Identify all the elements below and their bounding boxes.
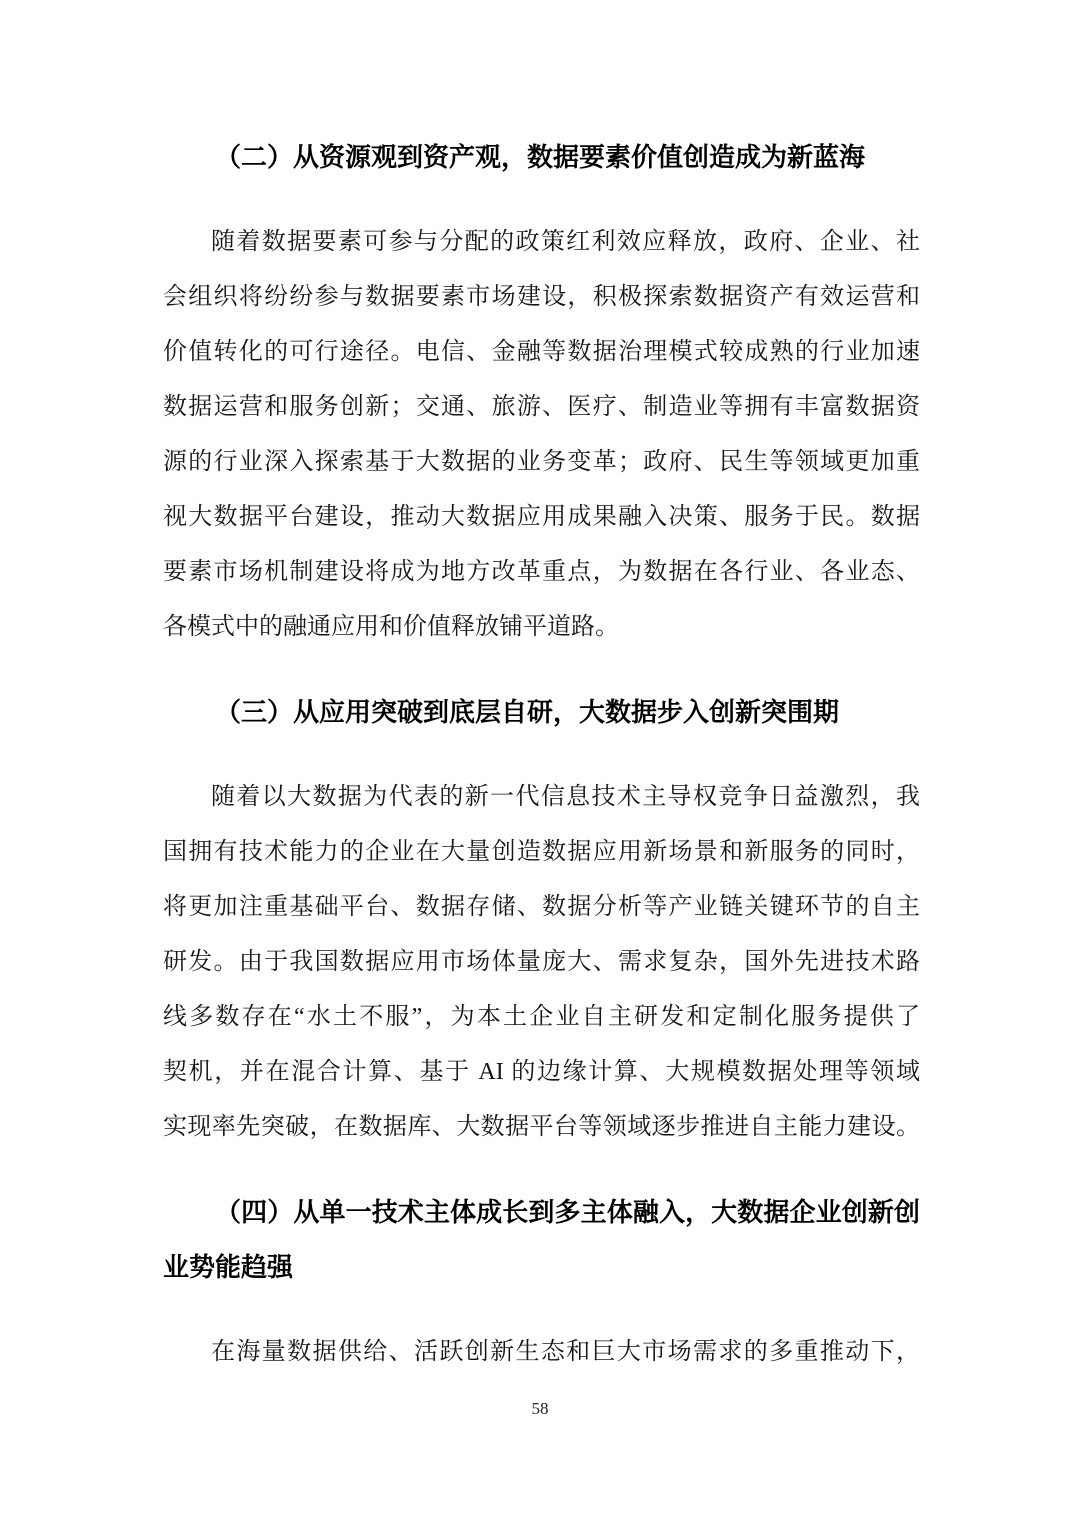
text-line: 价值转化的可行途径。电信、金融等数据治理模式较成熟的行业加速 [163, 339, 920, 365]
section-3-paragraph [163, 770, 920, 1155]
page-number: 58 [531, 1399, 549, 1418]
text-line: 要素市场机制建设将成为地方改革重点，为数据在各行业、各业态、 [163, 559, 920, 585]
text-line: 线多数存在“水土不服”，为本土企业自主研发和定制化服务提供了 [163, 1004, 920, 1030]
text-line: 随着以大数据为代表的新一代信息技术主导权竞争日益激烈，我 [211, 784, 920, 810]
text-line: 国拥有技术能力的企业在大量创造数据应用新场景和新服务的同时， [163, 839, 920, 865]
section-heading-3 [163, 685, 920, 740]
text-line: 契机，并在混合计算、基于 AI 的边缘计算、大规模数据处理等领域 [163, 1059, 920, 1085]
section-heading-2 [163, 130, 920, 185]
text-line: 在海量数据供给、活跃创新生态和巨大市场需求的多重推动下， [211, 1339, 920, 1365]
text-line: 实现率先突破，在数据库、大数据平台等领域逐步推进自主能力建设。 [163, 1114, 920, 1140]
heading-line: 业势能趋强 [163, 1252, 294, 1282]
text-line: 视大数据平台建设，推动大数据应用成果融入决策、服务于民。数据 [163, 504, 920, 530]
text-line: 研发。由于我国数据应用市场体量庞大、需求复杂，国外先进技术路 [163, 949, 920, 975]
section-4-paragraph [163, 1325, 920, 1380]
text-line: 源的行业深入探索基于大数据的业务变革；政府、民生等领域更加重 [163, 449, 920, 475]
text-line: 将更加注重基础平台、数据存储、数据分析等产业链关键环节的自主 [163, 894, 920, 920]
heading-line: （二）从资源观到资产观，数据要素价值创造成为新蓝海 [215, 142, 866, 172]
text-line: 会组织将纷纷参与数据要素市场建设，积极探索数据资产有效运营和 [163, 284, 920, 310]
text-line: 数据运营和服务创新；交通、旅游、医疗、制造业等拥有丰富数据资 [163, 394, 920, 420]
text-line: 随着数据要素可参与分配的政策红利效应释放，政府、企业、社 [211, 229, 920, 255]
text-line: 各模式中的融通应用和价值释放铺平道路。 [163, 614, 619, 640]
heading-line: （三）从应用突破到底层自研，大数据步入创新突围期 [215, 697, 840, 727]
section-2-paragraph [163, 215, 920, 655]
heading-line: （四）从单一技术主体成长到多主体融入，大数据企业创新创 [215, 1197, 920, 1227]
section-heading-4 [163, 1185, 920, 1295]
